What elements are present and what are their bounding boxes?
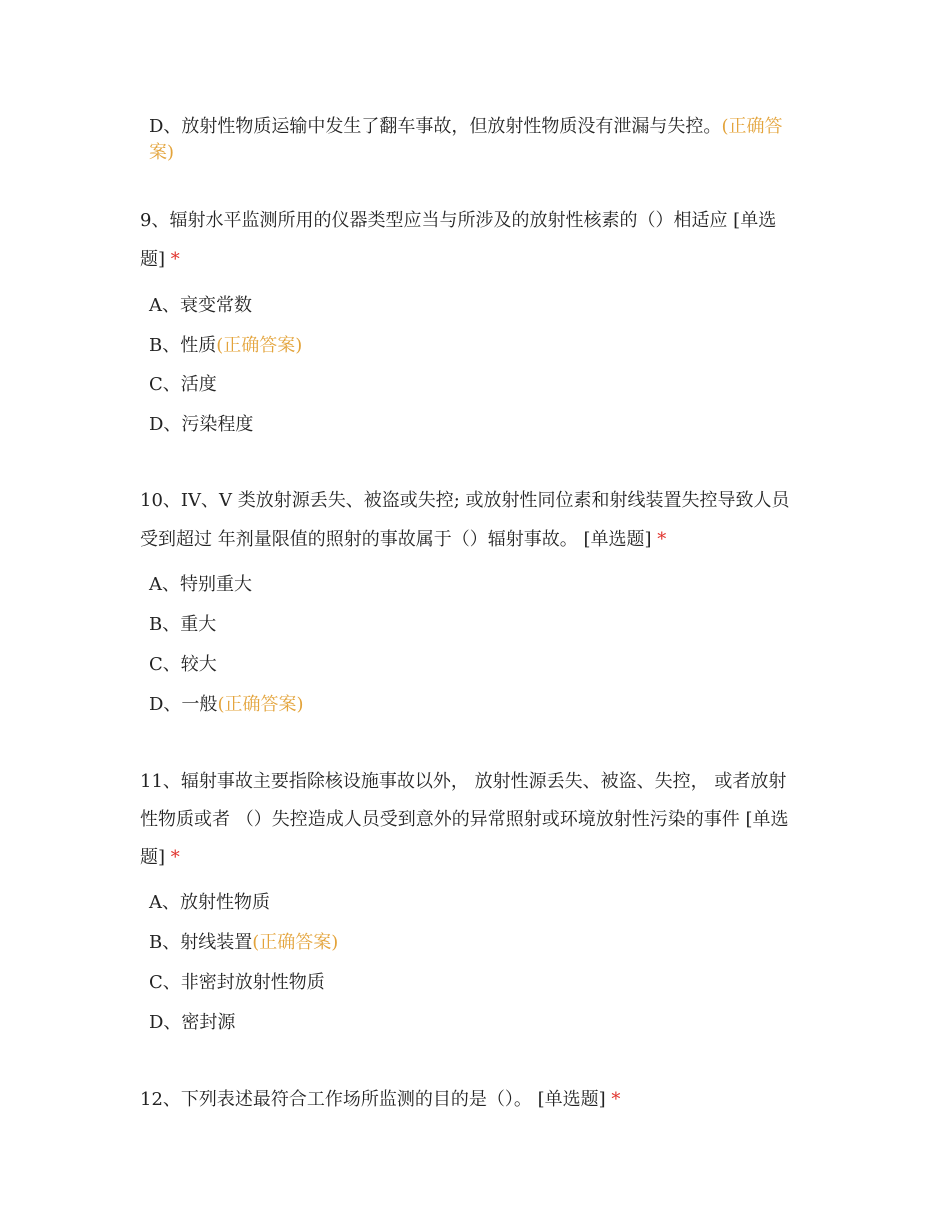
correct-answer-tag: (正确答 <box>721 116 783 137</box>
required-star: * <box>170 847 180 868</box>
q11-title-text-end: 题] <box>140 847 166 868</box>
q9-title-text: 9、辐射水平监测所用的仪器类型应当与所涉及的放射性核素的（）相适应 [单选 <box>140 210 777 231</box>
q9-option-b[interactable] <box>149 334 302 358</box>
q9-title-line2 <box>140 248 180 272</box>
option-label: C、非密封放射性物质 <box>149 972 325 993</box>
q10-option-a[interactable] <box>149 573 252 597</box>
q10-title-line1 <box>140 489 790 513</box>
option-label: C、较大 <box>149 654 217 675</box>
correct-answer-tag: (正确答案) <box>252 932 339 953</box>
option-label: D、密封源 <box>149 1012 236 1033</box>
q8-option-d-continued <box>149 141 174 165</box>
q9-option-d[interactable] <box>149 413 253 437</box>
q12-title <box>140 1088 620 1112</box>
q11-title-line2 <box>140 808 788 832</box>
option-label: C、活度 <box>149 374 217 395</box>
q10-option-d[interactable] <box>149 693 303 717</box>
option-label: A、衰变常数 <box>149 295 252 316</box>
q11-title-line1 <box>140 770 786 794</box>
q11-title-text: 11、辐射事故主要指除核设施事故以外， 放射性源丢失、被盗、失控， 或者放射 <box>140 771 787 792</box>
q9-title-line1 <box>140 209 776 233</box>
q10-title-text-end: 受到超过 年剂量限值的照射的事故属于（）辐射事故。 [单选题] <box>140 529 652 550</box>
q11-option-b[interactable] <box>149 931 338 955</box>
option-label: A、放射性物质 <box>149 892 270 913</box>
required-star: * <box>170 249 180 270</box>
q12-title-text: 12、下列表述最符合工作场所监测的目的是（）。 [单选题] <box>140 1089 606 1110</box>
correct-answer-tag: (正确答案) <box>217 694 304 715</box>
q11-title-line3 <box>140 846 180 870</box>
option-label: D、污染程度 <box>149 414 254 435</box>
required-star: * <box>657 529 667 550</box>
q11-option-d[interactable] <box>149 1011 235 1035</box>
correct-answer-tag: (正确答案) <box>216 335 303 356</box>
q10-title-text: 10、IV、V 类放射源丢失、被盗或失控; 或放射性同位素和射线装置失控导致人员 <box>140 490 790 511</box>
option-label: B、射线装置 <box>149 932 253 953</box>
q8-option-d-text: D、放射性物质运输中发生了翻车事故，但放射性物质没有泄漏与失控。 <box>149 116 722 137</box>
option-label: A、特别重大 <box>149 574 252 595</box>
option-label: B、性质 <box>149 335 217 356</box>
q11-title-text-middle: 性物质或者 （）失控造成人员受到意外的异常照射或环境放射性污染的事件 [单选 <box>140 809 789 830</box>
q10-option-c[interactable] <box>149 653 217 677</box>
q11-option-c[interactable] <box>149 971 325 995</box>
required-star: * <box>611 1089 621 1110</box>
q8-option-d <box>149 115 782 139</box>
q9-option-a[interactable] <box>149 294 252 318</box>
q9-option-c[interactable] <box>149 373 217 397</box>
q10-title-line2 <box>140 528 666 552</box>
q11-option-a[interactable] <box>149 891 270 915</box>
correct-answer-tag-continued: 案) <box>149 142 175 163</box>
q10-option-b[interactable] <box>149 613 216 637</box>
option-label: D、一般 <box>149 694 218 715</box>
q9-title-text-end: 题] <box>140 249 166 270</box>
option-label: B、重大 <box>149 614 217 635</box>
